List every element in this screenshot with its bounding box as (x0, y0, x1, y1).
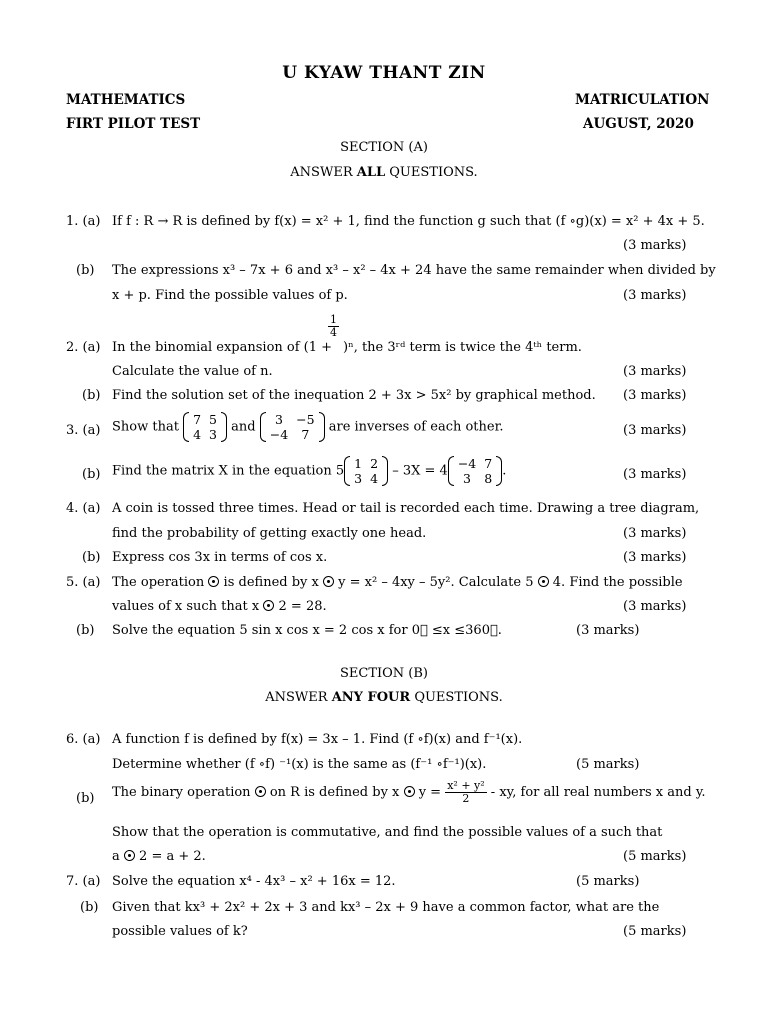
q1b-text-2: x + p. Find the possible values of p. (112, 288, 348, 303)
date-label: AUGUST, 2020 (583, 116, 694, 132)
q2a-fraction: $\frac{1}{4}$ (330, 313, 337, 339)
q5a-text-1: The operation is defined by x y = x² – 4xy – 5y². Calculate 5 4. Find the possible (112, 575, 683, 590)
q2b-marks: (3 marks) (623, 388, 687, 403)
q3b-label: (b) (82, 467, 101, 482)
test-label: FIRT PILOT TEST (66, 116, 201, 132)
q2a-text-post: )ⁿ, the 3ʳᵈ term is twice the 4ᵗʰ term. (343, 340, 582, 355)
q4a-text-1: A coin is tossed three times. Head or tail is recorded each time. Drawing a tree diagram, (112, 501, 700, 516)
q5a-marks: (3 marks) (623, 599, 687, 614)
q6b-marks: (5 marks) (623, 849, 687, 864)
q2b-text: Find the solution set of the inequation 2 + 3x > 5x² by graphical method. (112, 388, 596, 403)
subject-label: MATHEMATICS (66, 92, 186, 108)
q1b-text-1: The expressions x³ – 7x + 6 and x³ – x² – 4x + 24 have the same remainder when divided by (112, 263, 716, 278)
q2-number: 2. (a) (66, 340, 101, 355)
odot-operator-icon (124, 850, 135, 861)
q6a-marks: (5 marks) (576, 757, 640, 772)
section-b-instructions: ANSWER ANY FOUR QUESTIONS. (265, 690, 503, 705)
odot-operator-icon (404, 786, 415, 797)
q1a-text: If f : R → R is defined by f(x) = x² + 1, find the function g such that (f ∘g)(x) = x² + 4x + 5. (112, 214, 705, 229)
q3b-marks: (3 marks) (623, 467, 687, 482)
odot-operator-icon (255, 786, 266, 797)
section-a-instructions: ANSWER ALL QUESTIONS. (290, 165, 478, 180)
level-label: MATRICULATION (575, 92, 710, 108)
q4a-text-2: find the probability of getting exactly one head. (112, 526, 427, 541)
matrix-3: 1 2 3 4 (344, 456, 388, 486)
q3a-marks: (3 marks) (623, 423, 687, 438)
matrix-2: 3 −5 −4 7 (260, 412, 325, 442)
q7b-text-1: Given that kx³ + 2x² + 2x + 3 and kx³ – 2x + 9 have a common factor, what are the (112, 900, 660, 915)
q3b-text: Find the matrix X in the equation 5 1 2 3 4 – 3X = 4 −4 7 3 8 . (112, 456, 507, 486)
odot-operator-icon (263, 600, 274, 611)
q2a-text: In the binomial expansion of (1 + (112, 340, 333, 355)
q1b-label: (b) (76, 263, 95, 278)
q7b-label: (b) (80, 900, 99, 915)
q7-number: 7. (a) (66, 874, 101, 889)
q2a-marks: (3 marks) (623, 364, 687, 379)
q4a-marks: (3 marks) (623, 526, 687, 541)
q1a-marks: (3 marks) (623, 238, 687, 253)
q3-number: 3. (a) (66, 423, 101, 438)
q4b-text: Express cos 3x in terms of cos x. (112, 550, 328, 565)
q2b-label: (b) (82, 388, 101, 403)
q1b-marks: (3 marks) (623, 288, 687, 303)
q7a-text: Solve the equation x⁴ - 4x³ – x² + 16x = 12. (112, 874, 396, 889)
page-title: U KYAW THANT ZIN (282, 63, 486, 83)
q7a-marks: (5 marks) (576, 874, 640, 889)
section-a-title: SECTION (A) (340, 140, 428, 155)
matrix-4: −4 7 3 8 (448, 456, 502, 486)
odot-operator-icon (208, 576, 219, 587)
odot-operator-icon (538, 576, 549, 587)
q6b-text-2: Show that the operation is commutative, and find the possible values of a such that (112, 825, 663, 840)
q5a-text-2: values of x such that x 2 = 28. (112, 599, 327, 614)
q4b-marks: (3 marks) (623, 550, 687, 565)
q4b-label: (b) (82, 550, 101, 565)
q6a-text-2: Determine whether (f ∘f) ⁻¹(x) is the same as (f⁻¹ ∘f⁻¹)(x). (112, 757, 487, 772)
section-b-title: SECTION (B) (339, 666, 428, 681)
q5-number: 5. (a) (66, 575, 101, 590)
q6b-fraction: $\frac{\text{x² + y²}}{2}$ (447, 779, 485, 805)
q4-number: 4. (a) (66, 501, 101, 516)
q6a-text-1: A function f is defined by f(x) = 3x – 1. Find (f ∘f)(x) and f⁻¹(x). (112, 732, 523, 747)
q6b-label: (b) (76, 791, 95, 806)
q5b-label: (b) (76, 623, 95, 638)
q6-number: 6. (a) (66, 732, 101, 747)
q7b-text-2: possible values of k? (112, 924, 248, 939)
odot-operator-icon (323, 576, 334, 587)
q6b-text-1: The binary operation on R is defined by x y = $\frac{\text{x² + y²}}{2}$ - xy, for all real numbers x and y. (112, 779, 706, 805)
q3a-text: Show that 7 5 4 3 and 3 −5 −4 7 are inverses of each other. (112, 412, 504, 442)
q2a-text-2: Calculate the value of n. (112, 364, 273, 379)
q1-number: 1. (a) (66, 214, 101, 229)
q5b-marks: (3 marks) (576, 623, 640, 638)
q5b-text: Solve the equation 5 sin x cos x = 2 cos x for 0⃞ ≤x ≤360⃞. (112, 623, 502, 638)
q6b-text-3: a 2 = a + 2. (112, 849, 206, 864)
q7b-marks: (5 marks) (623, 924, 687, 939)
matrix-1: 7 5 4 3 (183, 412, 227, 442)
